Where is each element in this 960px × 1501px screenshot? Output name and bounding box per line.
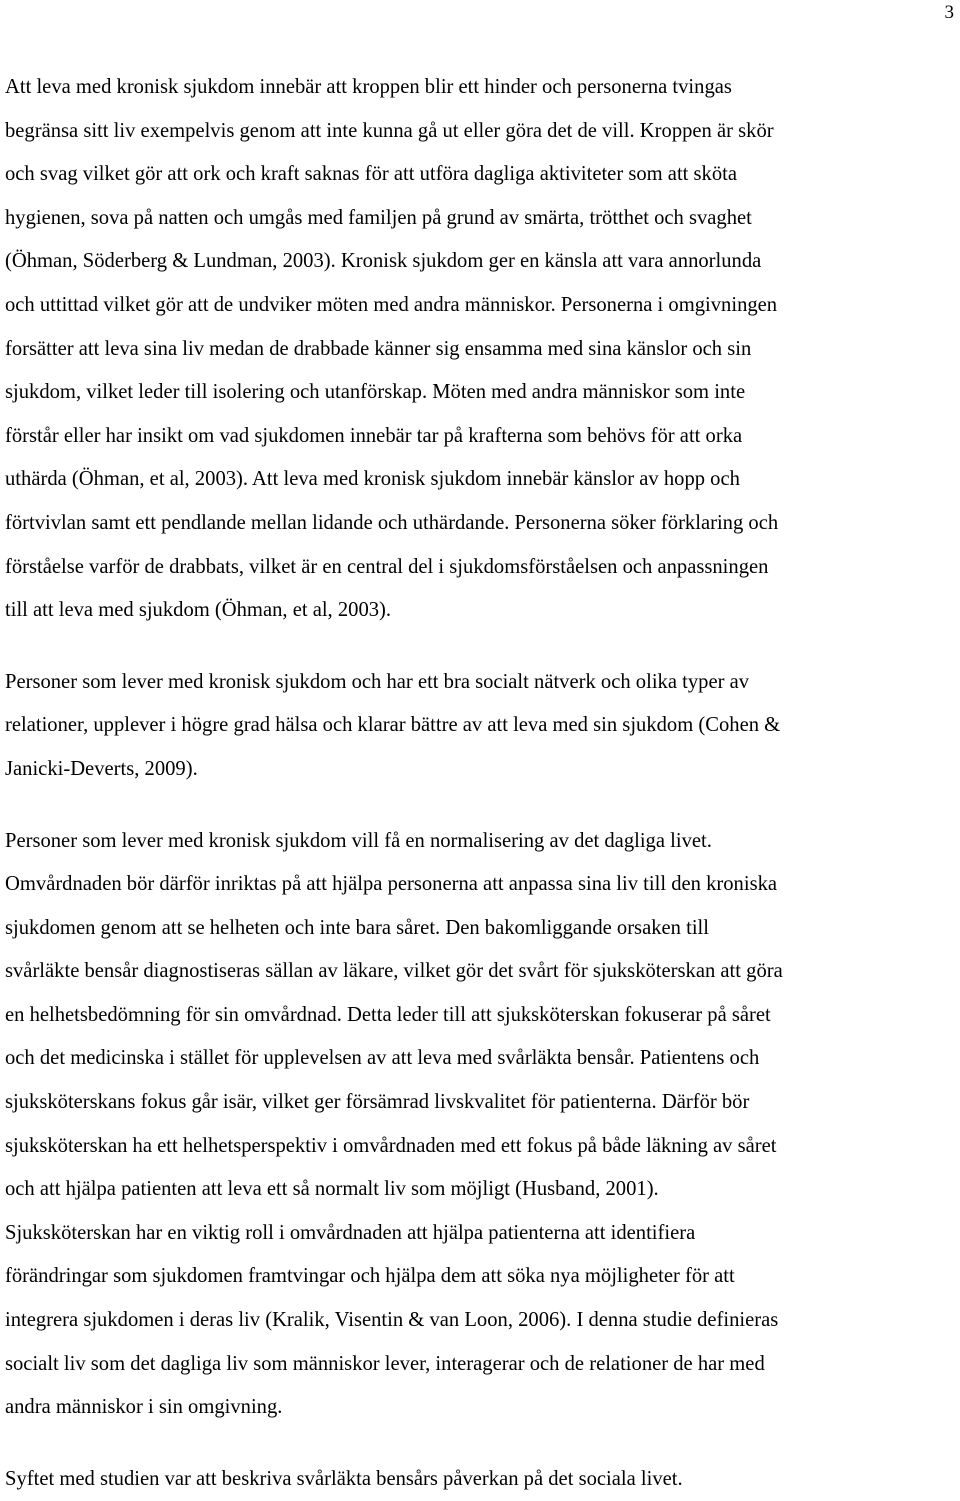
text-line: till att leva med sjukdom (Öhman, et al, 2003). [5,599,392,622]
paragraph-spacer [5,1430,960,1458]
paragraph-4 [5,1458,960,1501]
text-line: förstår eller har insikt om vad sjukdomen innebär tar på krafterna som behövs för att orka [5,424,743,447]
text-line: Personer som lever med kronisk sjukdom och har ett bra socialt nätverk och olika typer av [5,670,750,693]
paragraph-1 [5,66,960,633]
text-line: Sjuksköterskan har en viktig roll i omvårdnaden att hjälpa patienterna att identifiera [5,1221,696,1244]
text-line: andra människor i sin omgivning. [5,1396,283,1419]
text-line: Syftet med studien var att beskriva svårläkta bensårs påverkan på det sociala livet. [5,1467,683,1490]
text-line: sjukdomen genom att se helheten och inte bara såret. Den bakomliggande orsaken till [5,916,709,939]
text-line: Omvårdnaden bör därför inriktas på att hjälpa personerna att anpassa sina liv till den kroniska [5,873,778,896]
text-line: och att hjälpa patienten att leva ett så normalt liv som möjligt (Husband, 2001). [5,1178,659,1201]
text-line: begränsa sitt liv exempelvis genom att inte kunna gå ut eller göra det de vill. Kroppen är skör [5,119,774,142]
text-line: och det medicinska i stället för upplevelsen av att leva med svårläkta bensår. Patientens och [5,1047,760,1070]
page-number: 3 [944,2,954,23]
text-line: förändringar som sjukdomen framtvingar och hjälpa dem att söka nya möjligheter för att [5,1265,735,1288]
text-line: Janicki-Deverts, 2009). [5,757,198,780]
text-line: relationer, upplever i högre grad hälsa och klarar bättre av att leva med sin sjukdom (Cohen & [5,714,781,737]
text-line: forsätter att leva sina liv medan de drabbade känner sig ensamma med sina känslor och sin [5,337,752,360]
text-line: socialt liv som det dagliga liv som människor lever, interagerar och de relationer de har med [5,1352,765,1375]
text-line: uthärda (Öhman, et al, 2003). Att leva med kronisk sjukdom innebär känslor av hopp och [5,468,740,491]
paragraph-3 [5,820,960,1430]
text-line: sjuksköterskans fokus går isär, vilket ger försämrad livskvalitet för patienterna. Därför bör [5,1091,750,1114]
text-line: och svag vilket gör att ork och kraft saknas för att utföra dagliga aktiviteter som att sköta [5,163,738,186]
text-line: Att leva med kronisk sjukdom innebär att kroppen blir ett hinder och personerna tvingas [5,76,732,98]
text-line: integrera sjukdomen i deras liv (Kralik, Visentin & van Loon, 2006). I denna studie definieras [5,1309,779,1332]
text-line: (Öhman, Söderberg & Lundman, 2003). Kronisk sjukdom ger en känsla att vara annorlunda [5,250,762,273]
text-line: en helhetsbedömning för sin omvårdnad. Detta leder till att sjuksköterskan fokuserar på såret [5,1003,771,1026]
document-body [5,66,960,1501]
text-line: och uttittad vilket gör att de undviker möten med andra människor. Personerna i omgivningen [5,293,778,316]
paragraph-spacer [5,792,960,820]
text-line: hygienen, sova på natten och umgås med familjen på grund av smärta, trötthet och svaghet [5,206,752,229]
text-line: sjukdom, vilket leder till isolering och utanförskap. Möten med andra människor som inte [5,381,746,404]
text-line: Personer som lever med kronisk sjukdom vill få en normalisering av det dagliga livet. [5,829,712,852]
text-line: svårläkte bensår diagnostiseras sällan av läkare, vilket gör det svårt för sjuksköterskan att göra [5,960,783,983]
text-line: förtvivlan samt ett pendlande mellan lidande och uthärdande. Personerna söker förklaring och [5,511,779,534]
paragraph-spacer [5,633,960,661]
text-line: förståelse varför de drabbats, vilket är en central del i sjukdomsförståelsen och anpassningen [5,555,769,578]
text-line: sjuksköterskan ha ett helhetsperspektiv i omvårdnaden med ett fokus på både läkning av såret [5,1134,777,1157]
paragraph-2 [5,661,960,792]
